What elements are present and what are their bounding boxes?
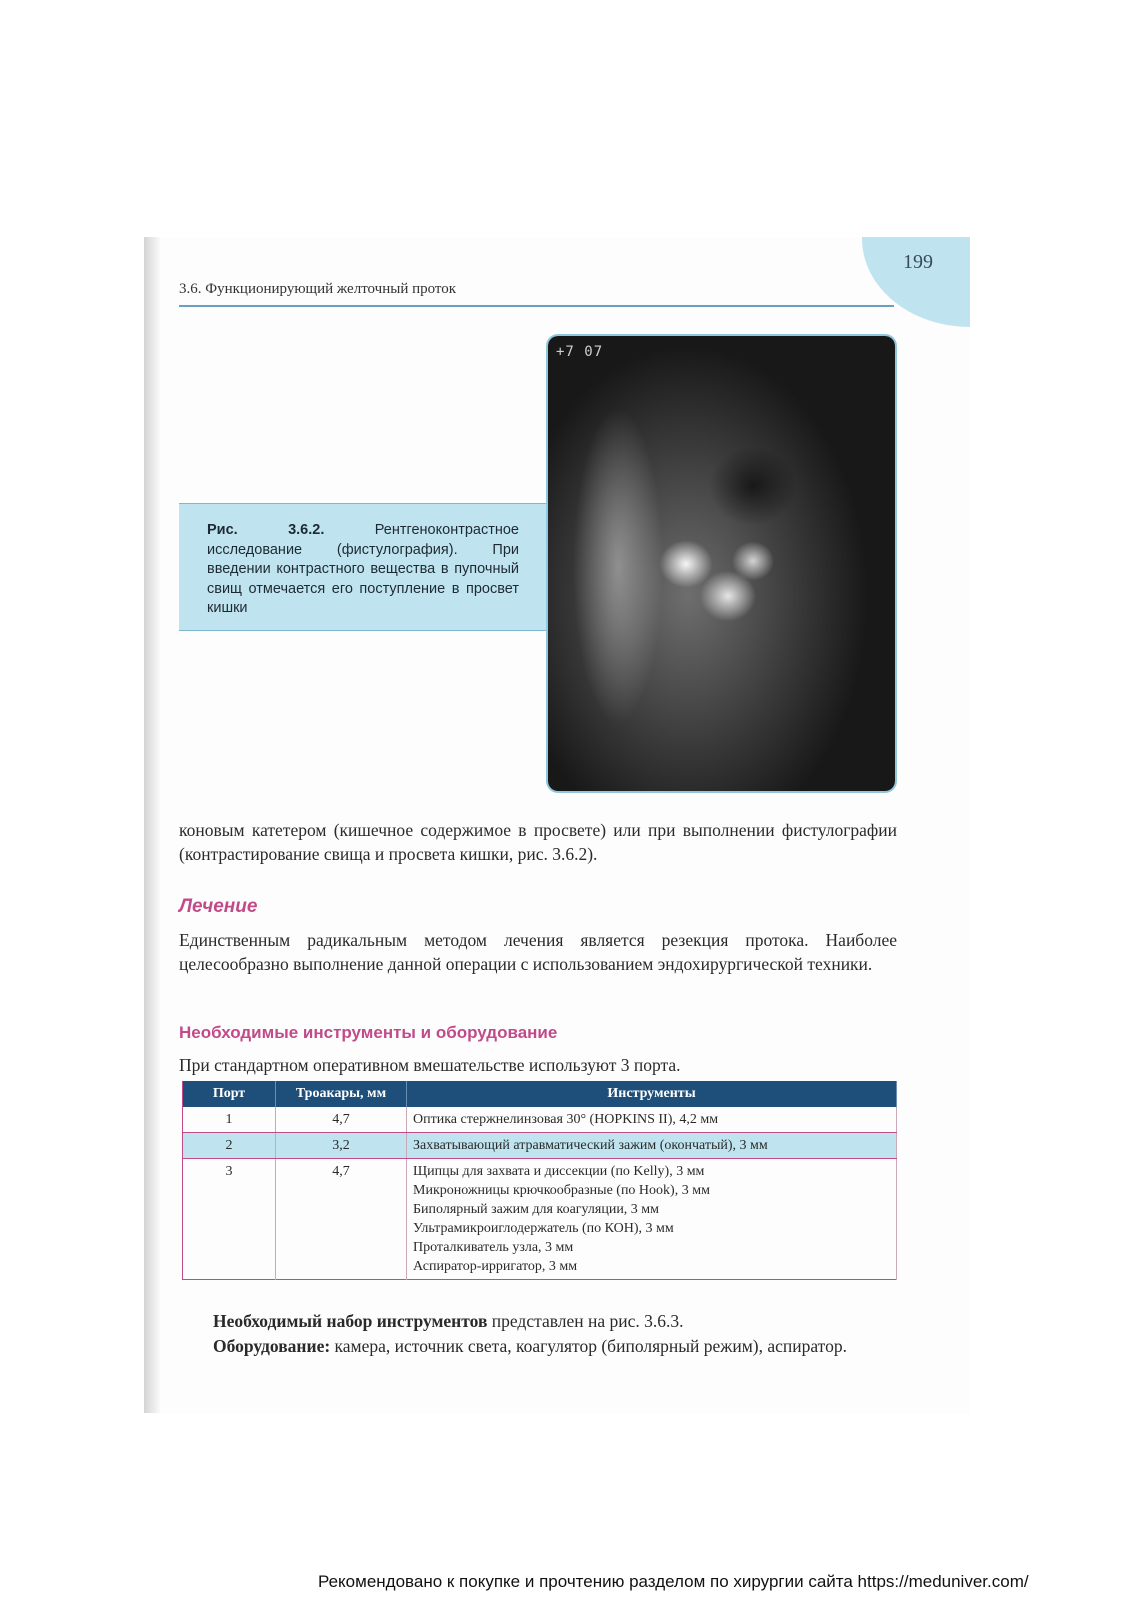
xray-figure <box>548 336 895 791</box>
equipment-bold: Оборудование: <box>213 1336 331 1356</box>
figure-caption-text: Рентгеноконтрастное исследование (фистулография). При введении контрастного вещества в пупочный свищ отмечается его поступление в просвет кишки <box>207 522 519 616</box>
heading-treatment: Лечение <box>179 896 258 917</box>
equipment-text: камера, источник света, коагулятор (биполярный режим), аспиратор. <box>330 1336 847 1356</box>
tool-item: Микроножницы крючкообразные (по Hook), 3 мм <box>413 1183 710 1198</box>
table-cell-tools <box>407 1159 897 1280</box>
table-cell-port: 1 <box>183 1107 276 1133</box>
paragraph-fistulography: коновым катетером (кишечное содержимое в просвете) или при выполнении фистулографии (контрастирование свища и просвета кишки, рис. 3.6.2). <box>179 820 897 864</box>
tool-item: Ультрамикроиглодержатель (по КОН), 3 мм <box>413 1221 674 1236</box>
table-row <box>183 1159 897 1280</box>
table-cell-trocar: 3,2 <box>276 1133 407 1159</box>
instrument-set-text: представлен на рис. 3.6.3. <box>487 1311 684 1331</box>
tool-item: Захватывающий атравматический зажим (окончатый), 3 мм <box>413 1138 768 1153</box>
paragraph-equipment <box>179 1334 897 1358</box>
paragraph-ports: При стандартном оперативном вмешательстве используют 3 порта. <box>179 1055 681 1075</box>
table-header-trocar: Троакары, мм <box>276 1081 407 1107</box>
paragraph-treatment: Единственным радикальным методом лечения является резекция протока. Наиболее целесообразно выполнение данной операции с использованием эндохирургической техники. <box>179 930 897 974</box>
site-watermark: Рекомендовано к покупке и прочтению разделом по хирургии сайта https://meduniver.com/ <box>318 1572 1029 1591</box>
table-row <box>183 1107 897 1133</box>
table-cell-trocar: 4,7 <box>276 1107 407 1133</box>
tool-item: Аспиратор-ирригатор, 3 мм <box>413 1259 578 1274</box>
tool-item: Оптика стержнелинзовая 30° (HOPKINS II), 4,2 мм <box>413 1112 719 1127</box>
tool-item: Биполярный зажим для коагуляции, 3 мм <box>413 1202 660 1217</box>
page-number: 199 <box>903 251 933 273</box>
table-row <box>183 1133 897 1159</box>
tool-item: Щипцы для захвата и диссекции (по Kelly), 3 мм <box>413 1164 705 1179</box>
xray-marker: +7 07 <box>556 344 604 360</box>
table-header-port: Порт <box>183 1081 276 1107</box>
figure-caption <box>207 521 519 619</box>
table-header-instruments: Инструменты <box>407 1081 897 1107</box>
table-cell-port: 3 <box>183 1159 276 1280</box>
table-cell-tools <box>407 1133 897 1159</box>
running-head: 3.6. Функционирующий желточный проток <box>179 281 457 297</box>
heading-instruments: Необходимые инструменты и оборудование <box>179 1023 558 1042</box>
paragraph-instrument-set <box>179 1309 897 1333</box>
table-cell-port: 2 <box>183 1133 276 1159</box>
figure-caption-label: Рис. 3.6.2. <box>207 522 325 538</box>
tool-item: Проталкиватель узла, 3 мм <box>413 1240 574 1255</box>
instrument-set-bold: Необходимый набор инструментов <box>213 1311 488 1331</box>
table-header-row <box>183 1081 897 1107</box>
header-rule <box>179 305 894 307</box>
table-cell-trocar: 4,7 <box>276 1159 407 1280</box>
instruments-table <box>182 1081 897 1280</box>
table-cell-tools <box>407 1107 897 1133</box>
